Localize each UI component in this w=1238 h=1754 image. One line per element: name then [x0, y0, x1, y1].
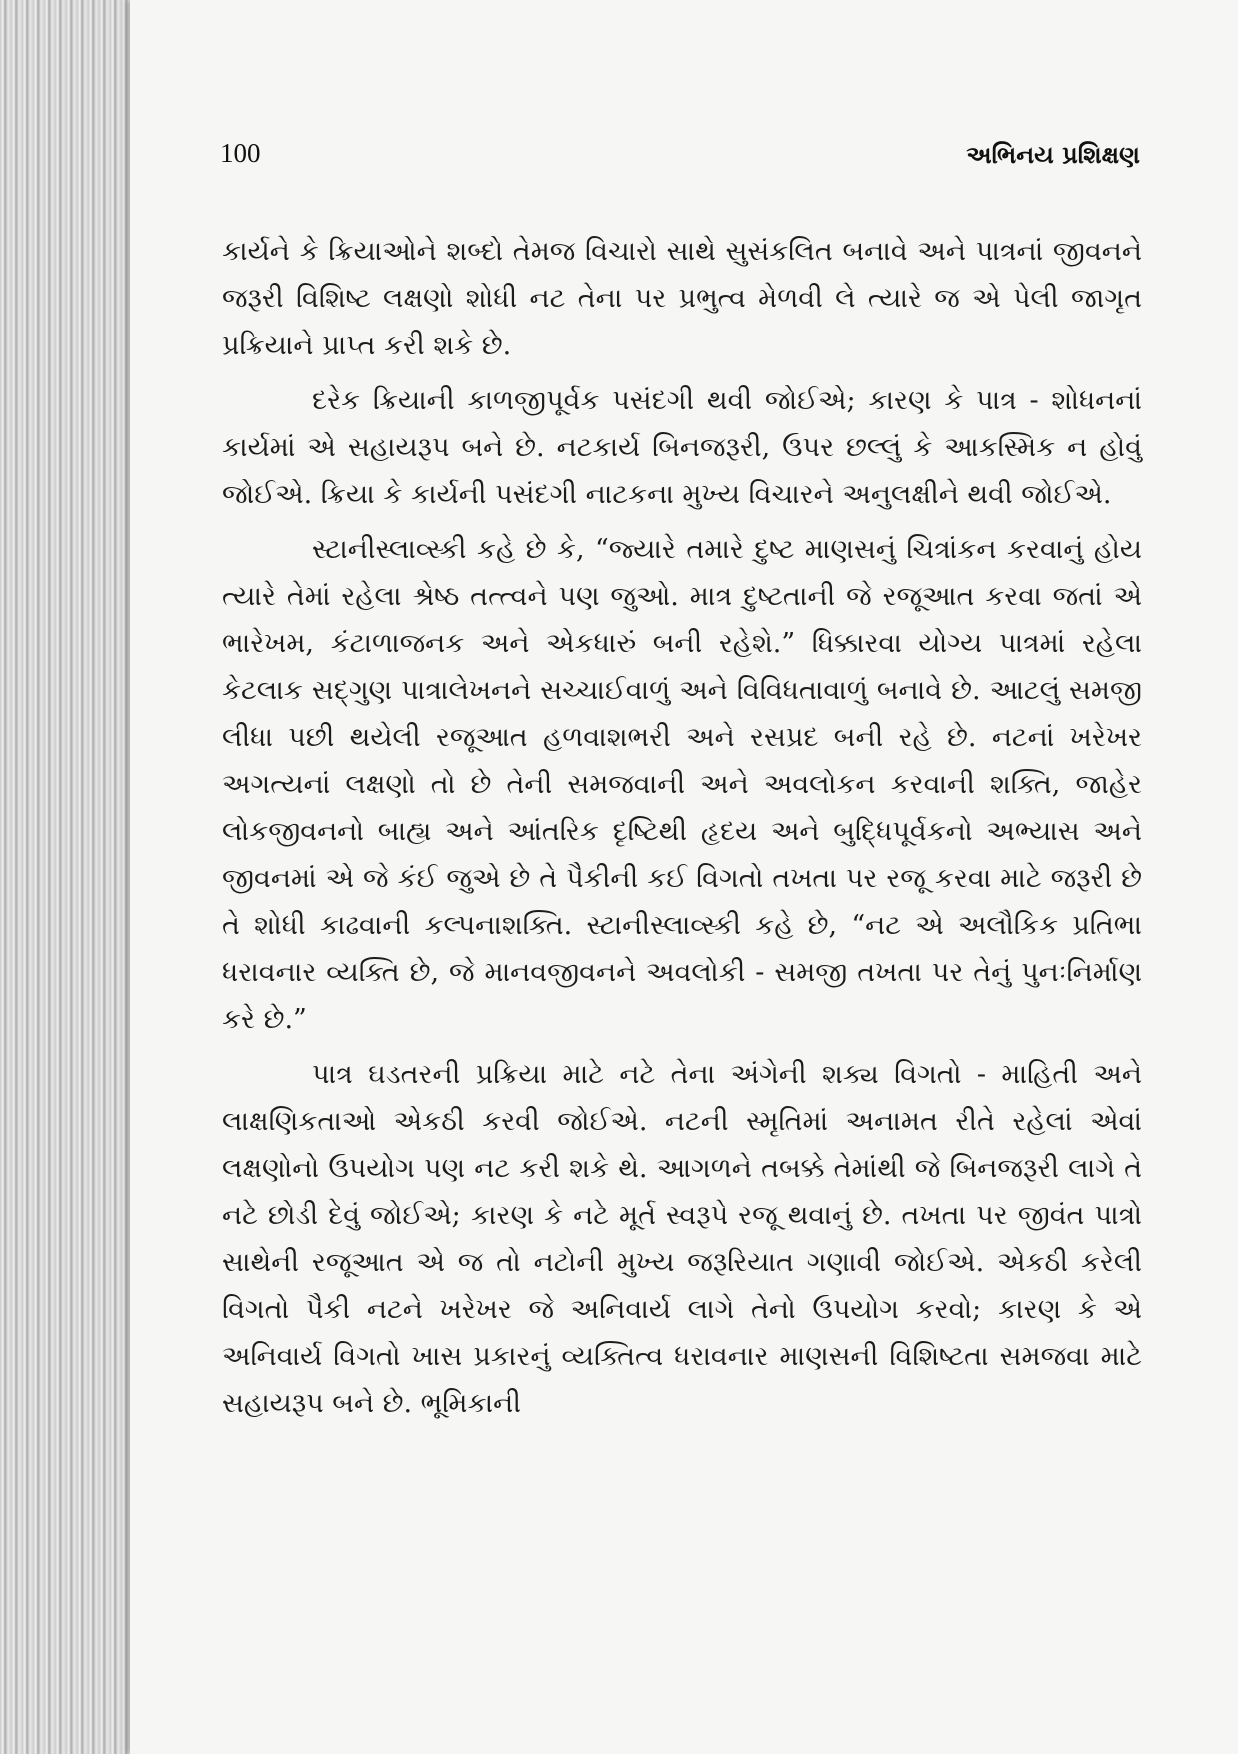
- book-page-edges: [0, 0, 150, 1754]
- paragraph-2: દરેક ક્રિયાની કાળજીપૂર્વક પસંદગી થવી જોઈએ; કારણ કે પાત્ર - શોધનનાં કાર્યમાં એ સહાયરૂપ બને છે. નટકાર્ય બિનજરૂરી, ઉપર છલ્લું કે આકસ્મિક ન હોવું જોઈએ. ક્રિયા કે કાર્યની પસંદગી નાટકના મુખ્ય વિચારને અનુલક્ષીને થવી જોઈએ.: [222, 385, 1142, 510]
- book-page: [130, 0, 1238, 1754]
- running-title: અભિનય પ્રશિક્ષણ: [966, 140, 1140, 169]
- paragraph-3: સ્ટાનીસ્લાવ્સ્કી કહે છે કે, “જ્યારે તમારે દુષ્ટ માણસનું ચિત્રાંકન કરવાનું હોય ત્યારે તેમાં રહેલા શ્રેષ્ઠ તત્ત્વને પણ જુઓ. માત્ર દુષ્ટતાની જે રજૂઆત કરવા જતાં એ ભારેખમ, કંટાળાજનક અને એકધારું બની રહેશે.” ધિક્કારવા યોગ્ય પાત્રમાં રહેલા કેટલાક સદ્ગુણ પાત્રાલેખનને સચ્ચાઈવાળું અને વિવિધતાવાળું બનાવે છે. આટલું સમજી લીધા પછી થયેલી રજૂઆત હળવાશભરી અને રસપ્રદ બની રહે છે. નટનાં ખરેખર અગત્યનાં લક્ષણો તો છે તેની સમજવાની અને અવલોકન કરવાની શક્તિ, જાહેર લોકજીવનનો બાહ્ય અને આંતરિક દૃષ્ટિથી હૃદય અને બુદ્ધિપૂર્વકનો અભ્યાસ અને જીવનમાં એ જે કંઈ જુએ છે તે પૈકીની કઈ વિગતો તખતા પર રજૂ કરવા માટે જરૂરી છે તે શોધી કાઢવાની કલ્પનાશક્તિ. સ્ટાનીસ્લાવ્સ્કી કહે છે, “નટ એ અલૌકિક પ્રતિભા ધરાવનાર વ્યક્તિ છે, જે માનવજીવનને અવલોકી - સમજી તખતા પર તેનું પુનઃનિર્માણ કરે છે.”: [222, 534, 1142, 1035]
- page-number: 100: [220, 138, 261, 168]
- paragraph-1: કાર્યને કે ક્રિયાઓને શબ્દો તેમજ વિચારો સાથે સુસંકલિત બનાવે અને પાત્રનાં જીવનને જરૂરી વિશિષ્ટ લક્ષણો શોધી નટ તેના પર પ્રભુત્વ મેળવી લે ત્યારે જ એ પેલી જાગૃત પ્રક્રિયાને પ્રાપ્ત કરી શકે છે.: [222, 236, 1142, 361]
- body-text: [222, 228, 1142, 1427]
- paragraph-4: પાત્ર ઘડતરની પ્રક્રિયા માટે નટે તેના અંગેની શક્ય વિગતો - માહિતી અને લાક્ષણિકતાઓ એકઠી કરવી જોઈએ. નટની સ્મૃતિમાં અનામત રીતે રહેલાં એવાં લક્ષણોનો ઉપયોગ પણ નટ કરી શકે થે. આગળને તબક્કે તેમાંથી જે બિનજરૂરી લાગે તે નટે છોડી દેવું જોઈએ; કારણ કે નટે મૂર્ત સ્વરૂપે રજૂ થવાનું છે. તખતા પર જીવંત પાત્રો સાથેની રજૂઆત એ જ તો નટોની મુખ્ય જરૂરિયાત ગણાવી જોઈએ. એકઠી કરેલી વિગતો પૈકી નટને ખરેખર જે અનિવાર્ય લાગે તેનો ઉપયોગ કરવો; કારણ કે એ અનિવાર્ય વિગતો ખાસ પ્રકારનું વ્યક્તિત્વ ધરાવનાર માણસની વિશિષ્ટતા સમજવા માટે સહાયરૂપ બને છે. ભૂમિકાની: [222, 1059, 1142, 1419]
